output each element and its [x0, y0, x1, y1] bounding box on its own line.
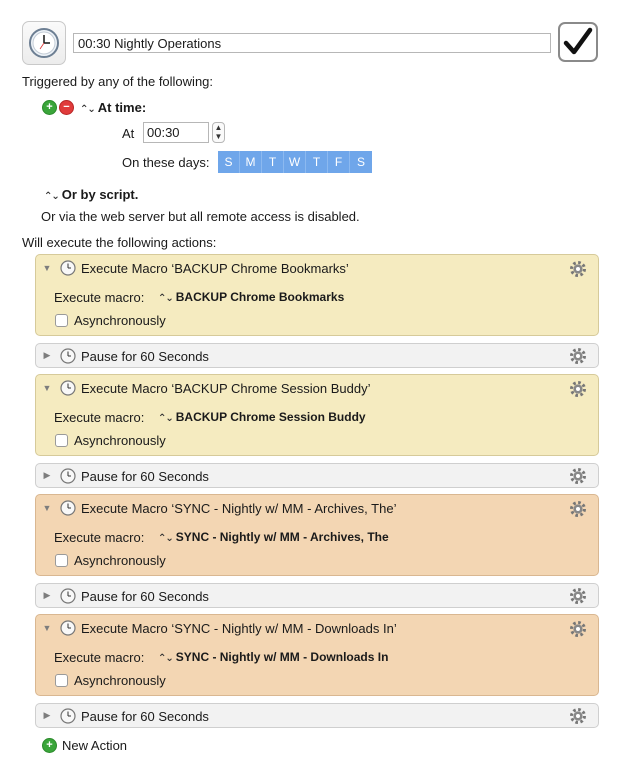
gear-icon[interactable]	[568, 466, 588, 486]
time-stepper[interactable]	[212, 122, 225, 143]
disclosure-triangle-icon[interactable]: ▶	[43, 590, 51, 600]
async-checkbox[interactable]	[55, 674, 68, 687]
minus-icon: −	[63, 101, 70, 113]
updown-chevron-icon: ⌃⌄	[158, 293, 173, 304]
execute-macro-row	[54, 290, 345, 305]
clock-icon	[60, 348, 76, 364]
updown-chevron-icon: ⌃⌄	[158, 413, 173, 424]
action-title: Pause for 60 Seconds	[81, 469, 209, 484]
execute-macro-label: Execute macro:	[54, 290, 145, 305]
async-label: Asynchronously	[74, 553, 166, 568]
updown-chevron-icon: ⌃⌄	[158, 653, 173, 664]
disclosure-triangle-icon[interactable]: ▼	[42, 383, 52, 393]
clock-icon	[60, 708, 76, 724]
execute-macro-row	[54, 410, 366, 425]
execute-macro-label: Execute macro:	[54, 650, 145, 665]
execute-macro-label: Execute macro:	[54, 530, 145, 545]
gear-icon[interactable]	[568, 379, 588, 399]
async-label: Asynchronously	[74, 673, 166, 688]
clock-icon	[28, 27, 60, 59]
disclosure-triangle-icon[interactable]: ▼	[42, 503, 52, 513]
gear-icon[interactable]	[568, 259, 588, 279]
trigger-type-popup[interactable]: ⌃⌄ At time:	[80, 100, 147, 115]
async-label: Asynchronously	[74, 433, 166, 448]
execute-macro-row	[54, 650, 389, 665]
new-action-label: New Action	[62, 738, 128, 753]
day-monday[interactable]: M	[240, 151, 262, 173]
gear-icon[interactable]	[568, 706, 588, 726]
clock-icon	[60, 260, 76, 276]
action-pause[interactable]	[35, 463, 599, 488]
gear-icon[interactable]	[568, 346, 588, 366]
gear-icon[interactable]	[568, 619, 588, 639]
updown-chevron-icon: ⌃⌄	[158, 533, 173, 544]
macro-select-popup[interactable]: ⌃⌄ BACKUP Chrome Bookmarks	[158, 290, 345, 304]
day-friday[interactable]: F	[328, 151, 350, 173]
new-action-button[interactable]	[42, 738, 127, 753]
clock-icon	[60, 468, 76, 484]
async-option[interactable]	[55, 553, 166, 568]
gear-icon[interactable]	[568, 499, 588, 519]
day-sunday[interactable]: S	[218, 151, 240, 173]
action-title: Pause for 60 Seconds	[81, 349, 209, 364]
clock-icon	[60, 380, 76, 396]
action-pause[interactable]	[35, 343, 599, 368]
macro-icon-well[interactable]	[22, 21, 66, 65]
disclosure-triangle-icon[interactable]: ▼	[42, 623, 52, 633]
stepper-up-icon[interactable]: ▲	[214, 123, 223, 132]
script-trigger-popup[interactable]: ⌃⌄ Or by script.	[44, 187, 139, 202]
time-field[interactable]: 00:30	[143, 122, 209, 143]
macro-enable-checkbox[interactable]	[558, 22, 598, 62]
remove-trigger-button[interactable]	[59, 100, 74, 115]
updown-chevron-icon: ⌃⌄	[80, 104, 95, 115]
days-label: On these days:	[122, 155, 210, 170]
execute-macro-label: Execute macro:	[54, 410, 145, 425]
action-pause[interactable]	[35, 703, 599, 728]
actions-heading: Will execute the following actions:	[22, 235, 217, 250]
day-saturday[interactable]: S	[350, 151, 372, 173]
clock-icon	[60, 620, 76, 636]
macro-name-field[interactable]: 00:30 Nightly Operations	[73, 33, 551, 53]
plus-icon: +	[46, 101, 53, 113]
action-title: Execute Macro ‘BACKUP Chrome Bookmarks’	[81, 261, 349, 276]
async-option[interactable]	[55, 313, 166, 328]
web-server-note: Or via the web server but all remote access is disabled.	[41, 209, 360, 224]
gear-icon[interactable]	[568, 586, 588, 606]
plus-circle-icon: +	[42, 738, 57, 753]
clock-icon	[60, 500, 76, 516]
checkmark-icon	[561, 25, 595, 59]
action-execute-macro[interactable]	[35, 254, 599, 336]
async-checkbox[interactable]	[55, 554, 68, 567]
async-option[interactable]	[55, 433, 166, 448]
disclosure-triangle-icon[interactable]: ▶	[43, 350, 51, 360]
day-tuesday[interactable]: T	[262, 151, 284, 173]
async-label: Asynchronously	[74, 313, 166, 328]
action-title: Execute Macro ‘SYNC - Nightly w/ MM - Downloads In’	[81, 621, 397, 636]
action-title: Pause for 60 Seconds	[81, 709, 209, 724]
async-checkbox[interactable]	[55, 434, 68, 447]
async-checkbox[interactable]	[55, 314, 68, 327]
disclosure-triangle-icon[interactable]: ▶	[43, 710, 51, 720]
action-pause[interactable]	[35, 583, 599, 608]
macro-select-popup[interactable]: ⌃⌄ SYNC - Nightly w/ MM - Downloads In	[158, 650, 389, 664]
add-trigger-button[interactable]	[42, 100, 57, 115]
macro-select-popup[interactable]: ⌃⌄ BACKUP Chrome Session Buddy	[158, 410, 366, 424]
action-title: Pause for 60 Seconds	[81, 589, 209, 604]
clock-icon	[60, 588, 76, 604]
stepper-down-icon[interactable]: ▼	[214, 132, 223, 141]
disclosure-triangle-icon[interactable]: ▶	[43, 470, 51, 480]
day-thursday[interactable]: T	[306, 151, 328, 173]
execute-macro-row	[54, 530, 389, 545]
at-label: At	[122, 126, 135, 141]
action-execute-macro[interactable]	[35, 494, 599, 576]
macro-select-popup[interactable]: ⌃⌄ SYNC - Nightly w/ MM - Archives, The	[158, 530, 389, 544]
updown-chevron-icon: ⌃⌄	[44, 191, 59, 202]
days-selector[interactable]	[218, 151, 372, 173]
action-execute-macro[interactable]	[35, 614, 599, 696]
action-title: Execute Macro ‘BACKUP Chrome Session Buddy’	[81, 381, 371, 396]
action-execute-macro[interactable]	[35, 374, 599, 456]
triggers-heading: Triggered by any of the following:	[22, 74, 214, 89]
async-option[interactable]	[55, 673, 166, 688]
disclosure-triangle-icon[interactable]: ▼	[42, 263, 52, 273]
action-title: Execute Macro ‘SYNC - Nightly w/ MM - Archives, The’	[81, 501, 397, 516]
day-wednesday[interactable]: W	[284, 151, 306, 173]
